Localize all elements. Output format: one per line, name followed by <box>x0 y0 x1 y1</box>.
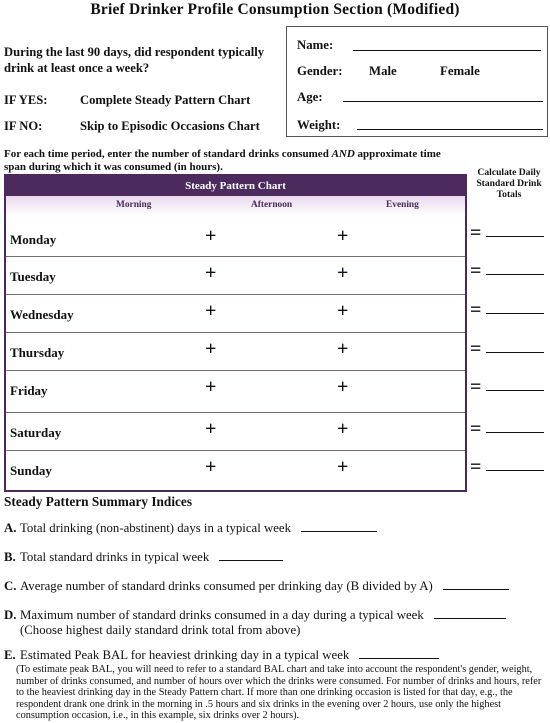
answer-field-e[interactable] <box>359 657 439 659</box>
weight-field[interactable] <box>357 129 543 130</box>
plus-sign: + <box>337 338 349 360</box>
equals-sign: = <box>470 260 482 282</box>
day-label: Saturday <box>10 425 62 440</box>
daily-total-sunday[interactable] <box>486 470 544 471</box>
day-label: Thursday <box>10 345 65 360</box>
respondent-info-box <box>286 26 548 137</box>
item-key: D. <box>4 608 17 622</box>
equals-sign: = <box>470 418 482 440</box>
day-row-monday[interactable] <box>6 220 465 258</box>
answer-field-b[interactable] <box>219 559 283 561</box>
name-label: Name: <box>297 38 334 52</box>
day-row-wednesday[interactable] <box>6 294 465 332</box>
plus-sign: + <box>337 376 349 398</box>
answer-field-c[interactable] <box>443 588 509 590</box>
if-no-instruction <box>4 119 260 134</box>
plus-sign: + <box>205 456 217 478</box>
equals-sign: = <box>470 456 482 478</box>
day-row-sunday[interactable] <box>6 450 465 488</box>
item-subtext: (Choose highest daily standard drink total from above) <box>20 623 301 637</box>
day-row-tuesday[interactable] <box>6 256 465 294</box>
if-yes-label: IF YES: <box>4 93 48 107</box>
item-text: Estimated Peak BAL for heaviest drinking day in a typical week <box>20 648 350 662</box>
item-key: C. <box>4 579 17 593</box>
day-row-thursday[interactable] <box>6 332 465 370</box>
age-field[interactable] <box>343 101 543 102</box>
summary-title: Steady Pattern Summary Indices <box>4 494 192 509</box>
plus-sign: + <box>205 376 217 398</box>
gender-female-option[interactable]: Female <box>440 64 480 78</box>
plus-sign: + <box>337 225 349 247</box>
chart-title: Steady Pattern Chart <box>6 176 465 196</box>
equals-sign: = <box>470 222 482 244</box>
plus-sign: + <box>205 338 217 360</box>
item-text: Average number of standard drinks consumed per drinking day (B divided by A) <box>20 579 433 593</box>
day-label: Monday <box>10 232 57 247</box>
chart-instructions <box>4 148 459 174</box>
gender-label: Gender: <box>297 64 343 78</box>
daily-total-saturday[interactable] <box>486 432 544 433</box>
summary-item-e <box>4 648 439 663</box>
instruction-post: approximate time span during which it was consumed (in hours). <box>4 148 441 173</box>
page-title: Brief Drinker Profile Consumption Section (Modified) <box>90 1 460 18</box>
daily-total-tuesday[interactable] <box>486 274 544 275</box>
equals-sign: = <box>470 338 482 360</box>
name-field[interactable] <box>353 50 541 51</box>
day-row-saturday[interactable] <box>6 412 465 450</box>
col-afternoon: Afternoon <box>251 200 293 210</box>
screening-question: During the last 90 days, did respondent typically drink at least once a week? <box>4 45 265 75</box>
daily-total-thursday[interactable] <box>486 352 544 353</box>
plus-sign: + <box>205 418 217 440</box>
instruction-pre: For each time period, enter the number of standard drinks consumed <box>4 148 332 160</box>
if-no-text: Skip to Episodic Occasions Chart <box>80 119 260 133</box>
equals-sign: = <box>470 376 482 398</box>
daily-total-wednesday[interactable] <box>486 313 544 314</box>
col-evening: Evening <box>386 200 419 210</box>
daily-total-friday[interactable] <box>486 390 544 391</box>
steady-pattern-chart <box>4 174 467 492</box>
equals-sign: = <box>470 299 482 321</box>
answer-field-a[interactable] <box>301 530 377 532</box>
gender-male-option[interactable]: Male <box>369 64 397 78</box>
item-key: E. <box>4 648 16 662</box>
item-text: Maximum number of standard drinks consumed in a day during a typical week <box>20 608 424 622</box>
day-label: Sunday <box>10 463 52 478</box>
if-yes-text: Complete Steady Pattern Chart <box>80 93 251 107</box>
item-text: Total drinking (non-abstinent) days in a typical week <box>20 521 291 535</box>
plus-sign: + <box>337 262 349 284</box>
summary-item-a <box>4 521 377 536</box>
day-label: Tuesday <box>10 269 56 284</box>
summary-item-d <box>4 608 506 638</box>
answer-field-d[interactable] <box>434 617 506 619</box>
time-period-header <box>6 196 465 216</box>
age-label: Age: <box>297 90 323 104</box>
col-morning: Morning <box>116 200 152 210</box>
day-label: Wednesday <box>10 307 74 322</box>
plus-sign: + <box>337 456 349 478</box>
summary-item-b <box>4 550 283 565</box>
if-yes-instruction <box>4 93 250 108</box>
plus-sign: + <box>205 262 217 284</box>
instruction-and: AND <box>331 148 355 160</box>
peak-bal-note: (To estimate peak BAL, you will need to refer to a standard BAL chart and take into account the respondent's gender, weight, number of drinks consumed, and number of hours over which the drinks were consumed. For number of drinks and hours, refer to the heaviest drinking day in the Steady Pattern chart. If more than one drinking occasion is listed for that day, e.g., the respondent drank one drink in the morning in .5 hours and six drinks in the evening over 2 hours, use only the highest consumption occasion, i.e., in this example, six drinks over 2 hours). <box>16 664 542 721</box>
plus-sign: + <box>337 418 349 440</box>
weight-label: Weight: <box>297 118 341 132</box>
item-key: B. <box>4 550 16 564</box>
plus-sign: + <box>205 225 217 247</box>
item-key: A. <box>4 521 17 535</box>
item-text: Total standard drinks in typical week <box>20 550 210 564</box>
day-label: Friday <box>10 383 48 398</box>
daily-total-monday[interactable] <box>486 236 544 237</box>
summary-item-c <box>4 579 509 594</box>
if-no-label: IF NO: <box>4 119 43 133</box>
day-row-friday[interactable] <box>6 370 465 408</box>
calc-totals-header: Calculate Daily Standard Drink Totals <box>476 167 542 200</box>
plus-sign: + <box>205 300 217 322</box>
plus-sign: + <box>337 300 349 322</box>
